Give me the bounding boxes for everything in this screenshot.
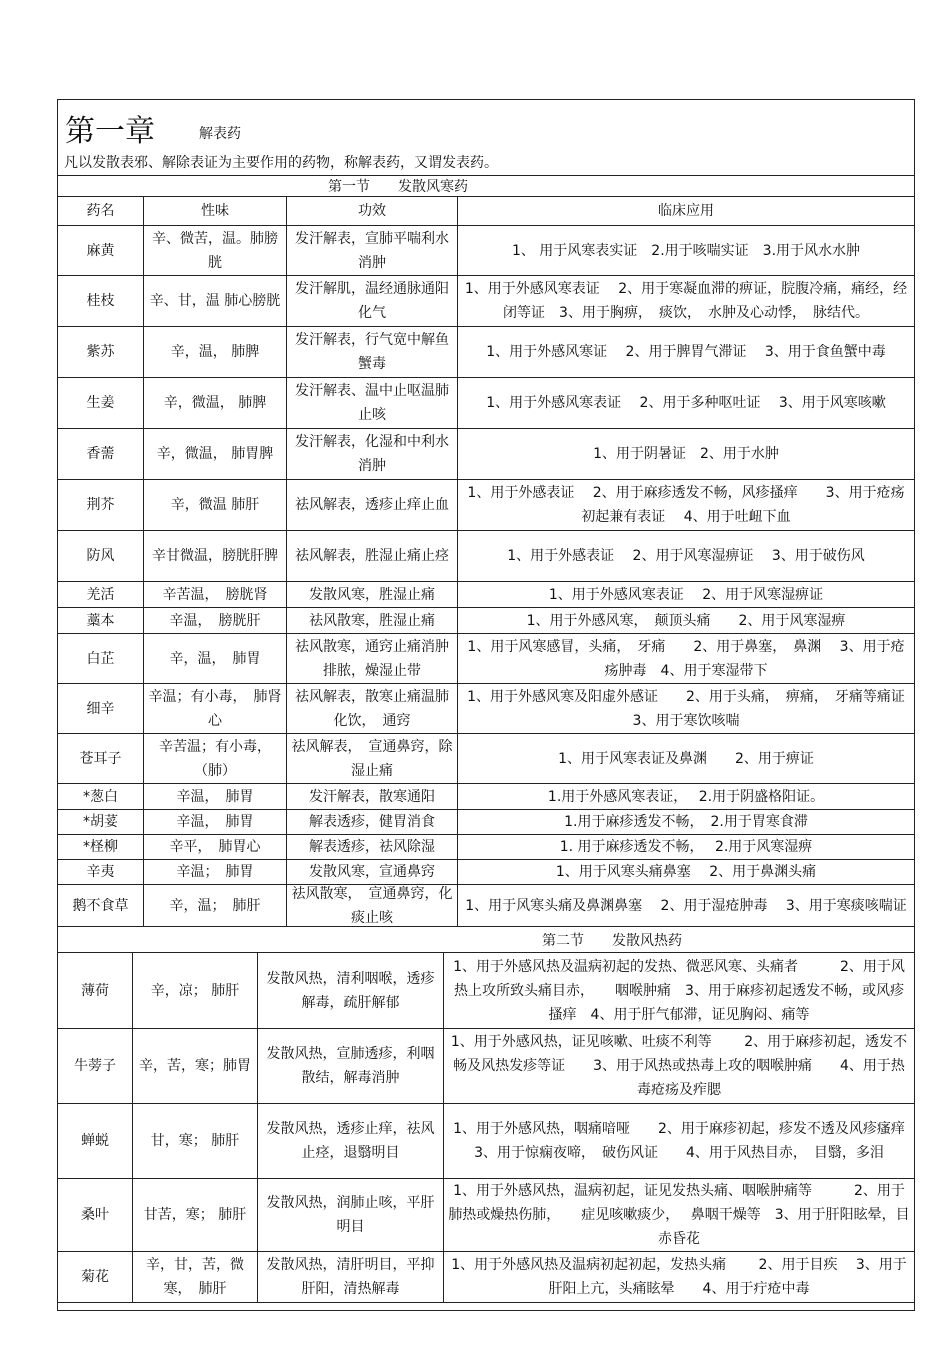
cell-name: 苍耳子 [58,734,144,783]
cell-effect: 发汗解表，散寒通阳 [287,784,458,809]
cell-effect: 解表透疹，祛风除湿 [287,835,458,859]
chapter-title: 第一章 [65,114,155,149]
cell-use: 1、用于外感风寒表证 2、用于风寒湿痹证 [548,586,824,603]
section-title: 第一节 发散风寒药 [328,178,468,195]
cell-effect: 功效 [287,197,458,225]
cell-name: 藁本 [58,608,144,633]
table-row [58,378,914,429]
cell-taste: 甘苦，寒； 肺肝 [133,1179,258,1251]
cell-name: 细辛 [58,684,144,733]
cell-use: 1、用于外感风热，证见咳嗽、吐痰不利等 2、用于麻疹初起，透发不畅及风热发疹等证 3、用于风热或热毒上攻的咽喉肿痛 4、用于热毒疮疡及痄腮 [450,1034,908,1098]
table-header-row [58,197,914,226]
cell-taste: 辛，凉； 肺肝 [133,953,258,1028]
table-row [58,860,914,885]
section-title: 第二节 发散风热药 [542,932,682,949]
cell-name: 白芷 [58,634,144,683]
cell-effect: 发汗解表，宣肺平喘利水消肿 [287,226,458,275]
cell-use: 1、用于外感风寒表证 2、用于多种呕吐证 3、用于风寒咳嗽 [486,395,886,411]
document-table [57,99,919,1311]
table-row [58,885,914,927]
cell-taste: 辛温， 肺胃 [144,810,287,834]
cell-name: 牛蒡子 [58,1029,133,1103]
cell-taste: 辛，苦，寒；肺胃 [133,1029,258,1103]
cell-use: 1、用于阴暑证 2、用于水肿 [593,446,779,462]
cell-use: 1、用于外感风热，咽痛喑哑 2、用于麻疹初起，疹发不透及风疹瘙痒 3、用于惊痫夜啼， 破伤风证 4、用于风热目赤， 目翳，多泪 [453,1121,919,1161]
cell-effect: 发散风热，宣肺透疹，利咽散结，解毒消肿 [258,1029,444,1103]
chapter-header [58,100,914,176]
cell-use: 1、用于外感风寒表证 2、用于寒凝血滞的痹证，脘腹冷痛，痛经，经闭等证 3、用于胸痹， 痰饮， 水肿及心动悸， 脉结代。 [464,281,908,321]
cell-effect: 祛风解表，胜湿止痛止痉 [287,531,458,581]
cell-name: 蝉蜕 [58,1104,133,1178]
cell-name: 薄荷 [58,953,133,1028]
cell-taste: 辛平， 肺胃心 [144,835,287,859]
cell-use: 1、用于外感风寒证 2、用于脾胃气滞证 3、用于食鱼蟹中毒 [486,344,886,360]
cell-effect: 祛风解表，散寒止痛温肺化饮， 通窍 [287,684,458,733]
cell-use: 1、用于外感风热及温病初起初起，发热头痛 2、用于目疾 3、用于肝阳上亢，头痛眩晕 4、用于疔疮中毒 [451,1257,907,1297]
cell-name: 生姜 [58,378,144,428]
cell-use: 1、用于外感风热及温病初起的发热、微恶风寒、头痛者 2、用于风热上攻所致头痛目赤， 咽喉肿痛 3、用于麻疹初起透发不畅，或风疹搔痒 4、用于肝气郁滞，证见胸闷、痛等 [453,958,905,1023]
cell-taste: 辛甘微温，膀胱肝脾 [144,531,287,581]
cell-taste: 辛温， 肺胃 [144,784,287,809]
table-row [58,531,914,582]
cell-name: 鹅不食草 [58,885,144,926]
cell-use: 1、用于风寒头痛及鼻渊鼻塞 2、用于湿疮肿毒 3、用于寒痰咳喘证 [465,897,907,914]
cell-effect: 祛风解表，透疹止痒止血 [287,480,458,530]
cell-name: 菊花 [58,1252,133,1302]
cell-effect: 发散风热，润肺止咳，平肝明目 [258,1179,444,1251]
table-row [58,1104,919,1179]
table-row [58,835,914,860]
cell-name: 桑叶 [58,1179,133,1251]
cell-name: 防风 [58,531,144,581]
cell-taste: 性味 [144,197,287,225]
cell-name: 药名 [58,197,144,225]
cell-taste: 辛，温， 肺脾 [144,327,287,377]
cell-taste: 辛，温； 肺肝 [144,885,287,926]
cell-use: 1、用于外感表证 2、用于风寒湿痹证 3、用于破伤风 [507,548,865,564]
cell-effect: 祛风解表， 宣通鼻窍，除湿止痛 [287,734,458,783]
cell-effect: 解表透疹，健胃消食 [287,810,458,834]
cell-name: 辛夷 [58,860,144,884]
cell-taste: 辛，温， 肺胃 [144,634,287,683]
table-row [58,480,914,531]
cell-name: 桂枝 [58,276,144,326]
section-title-row [58,927,914,953]
cell-effect: 发汗解表，化湿和中利水消肿 [287,429,458,479]
cell-name: 香薷 [58,429,144,479]
cell-effect: 发汗解肌，温经通脉通阳化气 [287,276,458,326]
table-row [58,810,914,835]
table-row [58,1179,914,1252]
cell-name: 荆芥 [58,480,144,530]
cell-use: 1、用于外感风热，温病初起，证见发热头痛、咽喉肿痛等 2、用于肺热或燥热伤肺， 症见咳嗽痰少， 鼻咽干燥等 3、用于肝阳眩晕，目赤昏花 [448,1183,910,1247]
cell-use: 1.用于外感风寒表证， 2.用于阴盛格阳证。 [547,788,825,805]
cell-effect: 祛风散寒，通窍止痛消肿排脓，燥湿止带 [287,634,458,683]
cell-effect: 发散风寒，胜湿止痛 [287,582,458,607]
table-row [58,784,914,810]
table-row [58,953,914,1029]
table-row [58,582,914,608]
cell-name: *胡荽 [58,810,144,834]
table-row [58,327,914,378]
cell-taste: 辛苦温；有小毒， （肺） [144,734,287,783]
cell-effect: 发散风寒，宣通鼻窍 [287,860,458,884]
cell-effect: 祛风散寒，胜湿止痛 [287,608,458,633]
cell-effect: 发散风热，透疹止痒，祛风止痉，退翳明目 [258,1104,444,1178]
cell-name: *柽柳 [58,835,144,859]
cell-taste: 辛苦温， 膀胱肾 [144,582,287,607]
cell-use: 1、用于外感表证 2、用于麻疹透发不畅，风疹搔痒 3、用于疮疡初起兼有表证 4、用于吐衄下血 [467,485,905,525]
table-row [58,734,914,784]
cell-effect: 祛风散寒， 宣通鼻窍，化痰止咳 [287,885,458,926]
cell-effect: 发汗解表，行气宽中解鱼蟹毒 [287,327,458,377]
cell-taste: 辛、甘，温 肺心膀胱 [144,276,287,326]
cell-taste: 辛温； 肺胃 [144,860,287,884]
cell-effect: 发汗解表、温中止呕温肺止咳 [287,378,458,428]
table-row [58,1029,914,1104]
cell-name: 麻黄 [58,226,144,275]
cell-taste: 辛，微温， 肺胃脾 [144,429,287,479]
cell-effect: 发散风热，清利咽喉，透疹解毒，疏肝解郁 [258,953,444,1028]
chapter-intro: 凡以发散表邪、解除表证为主要作用的药物，称解表药，又谓发表药。 [64,155,498,171]
cell-use: 临床应用 [658,203,714,219]
cell-name: 紫苏 [58,327,144,377]
table-row [58,1252,914,1303]
cell-taste: 甘，寒； 肺肝 [133,1104,258,1178]
cell-taste: 辛，甘，苦，微寒， 肺肝 [133,1252,258,1302]
table-row [58,429,914,480]
cell-name: *葱白 [58,784,144,809]
cell-use: 1、 用于风寒表实证 2.用于咳喘实证 3.用于风水水肿 [511,242,861,259]
cell-name: 羌活 [58,582,144,607]
cell-taste: 辛温， 膀胱肝 [144,608,287,633]
table-row [58,226,914,276]
cell-use: 1、用于风寒表证及鼻渊 2、用于痹证 [558,750,814,767]
cell-taste: 辛温；有小毒， 肺肾心 [144,684,287,733]
table-row [58,276,914,327]
cell-use: 1、用于外感风寒， 颠顶头痛 2、用于风寒湿痹 [526,612,846,629]
table-row [58,634,914,684]
cell-use: 1、用于外感风寒及阳虚外感证 2、用于头痛， 痹痛， 牙痛等痛证 3、用于寒饮咳喘 [467,688,919,729]
cell-use: 1、用于风寒头痛鼻塞 2、用于鼻渊头痛 [555,864,817,880]
cell-taste: 辛、微苦，温。肺膀胱 [144,226,287,275]
chapter-subtitle: 解表药 [199,126,241,142]
section-title-row [58,175,914,197]
cell-taste: 辛，微温 肺肝 [144,480,287,530]
table-row [58,608,914,634]
table-row [58,684,919,734]
cell-use: 1.用于麻疹透发不畅， 2.用于胃寒食滞 [564,814,808,830]
cell-taste: 辛，微温， 肺脾 [144,378,287,428]
cell-use: 1. 用于麻疹透发不畅， 2.用于风寒湿痹 [559,839,813,855]
cell-use: 1、用于风寒感冒，头痛， 牙痛 2、用于鼻塞， 鼻渊 3、用于疮疡肿毒 4、用于寒湿带下 [467,638,905,679]
cell-effect: 发散风热，清肝明目，平抑肝阳，清热解毒 [258,1252,444,1302]
